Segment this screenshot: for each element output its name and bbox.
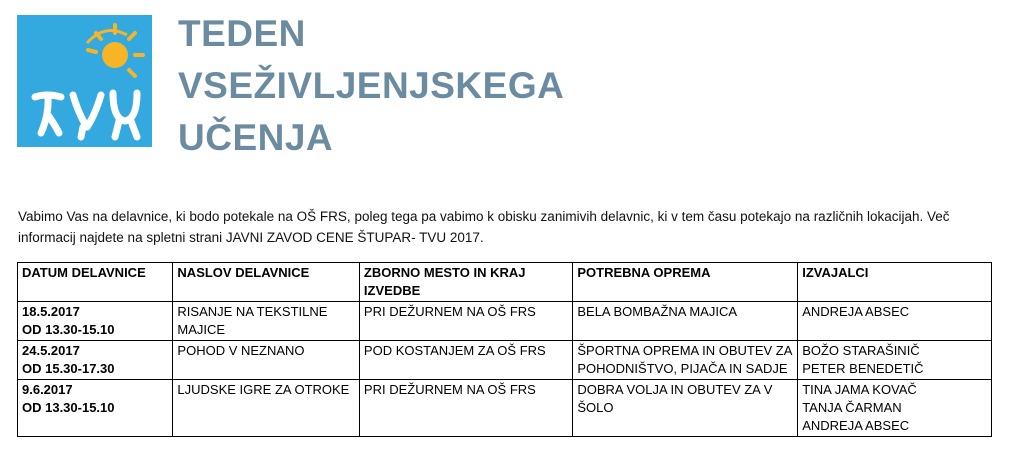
- sun-icon: [87, 25, 143, 76]
- time-value: OD 15.30-17.30: [22, 361, 115, 376]
- intro-line-1: Vabimo Vas na delavnice, ki bodo potekale na OŠ FRS, poleg tega pa vabimo k obisku zanimivih delavnic, ki v tem času potekajo na različnih lokacijah. Več: [18, 209, 950, 224]
- header-place: ZBORNO MESTO IN KRAJ IZVEDBE: [359, 263, 572, 302]
- date-value: 18.5.2017: [22, 304, 80, 319]
- tvu-logo: [17, 15, 152, 147]
- cell-place: PRI DEŽURNEM NA OŠ FRS: [359, 302, 572, 341]
- headline-line-3: UČENJA: [178, 117, 334, 158]
- leader-name: ANDREJA ABSEC: [802, 418, 910, 433]
- leader-name: TINA JAMA KOVAČ: [802, 382, 917, 397]
- header-date: DATUM DELAVNICE: [18, 263, 173, 302]
- cell-leaders: [798, 302, 992, 341]
- leader-name: PETER BENEDETIČ: [802, 361, 924, 376]
- workshop-schedule-table: [17, 262, 992, 437]
- cell-title: LJUDSKE IGRE ZA OTROKE: [173, 380, 360, 437]
- header-equipment: POTREBNA OPREMA: [573, 263, 798, 302]
- table-row: [18, 380, 992, 437]
- letter-t-figure: [35, 95, 61, 133]
- letter-u-figure: [113, 93, 137, 137]
- cell-leaders: [798, 341, 992, 380]
- cell-place: POD KOSTANJEM ZA OŠ FRS: [359, 341, 572, 380]
- date-value: 9.6.2017: [22, 382, 73, 397]
- time-value: OD 13.30-15.10: [22, 322, 115, 337]
- table-row: [18, 302, 992, 341]
- cell-date: [18, 380, 173, 437]
- header-leaders: IZVAJALCI: [798, 263, 992, 302]
- cell-equipment: BELA BOMBAŽNA MAJICA: [573, 302, 798, 341]
- letter-v-figure: [73, 95, 101, 137]
- cell-title: POHOD V NEZNANO: [173, 341, 360, 380]
- cell-date: [18, 302, 173, 341]
- time-value: OD 13.30-15.10: [22, 400, 115, 415]
- table-header-row: [18, 263, 992, 302]
- headline-line-1: TEDEN: [178, 13, 306, 54]
- date-value: 24.5.2017: [22, 343, 80, 358]
- cell-equipment: ŠPORTNA OPREMA IN OBUTEV ZA POHODNIŠTVO, PIJAČA IN SADJE: [573, 341, 798, 380]
- headline-line-2: VSEŽIVLJENJSKEGA: [178, 65, 565, 106]
- cell-date: [18, 341, 173, 380]
- tvu-logo-graphic: [17, 15, 152, 147]
- leader-name: ANDREJA ABSEC: [802, 304, 910, 319]
- leader-name: BOŽO STARAŠINIČ: [802, 343, 920, 358]
- intro-paragraph: [18, 206, 1008, 248]
- cell-title: RISANJE NA TEKSTILNE MAJICE: [173, 302, 360, 341]
- leader-name: TANJA ČARMAN: [802, 400, 902, 415]
- header-title: NASLOV DELAVNICE: [173, 263, 360, 302]
- page-headline: [178, 8, 564, 164]
- cell-place: PRI DEŽURNEM NA OŠ FRS: [359, 380, 572, 437]
- cell-leaders: [798, 380, 992, 437]
- cell-equipment: DOBRA VOLJA IN OBUTEV ZA V ŠOLO: [573, 380, 798, 437]
- table-row: [18, 341, 992, 380]
- intro-line-2: informacij najdete na spletni strani JAVNI ZAVOD CENE ŠTUPAR- TVU 2017.: [18, 230, 484, 245]
